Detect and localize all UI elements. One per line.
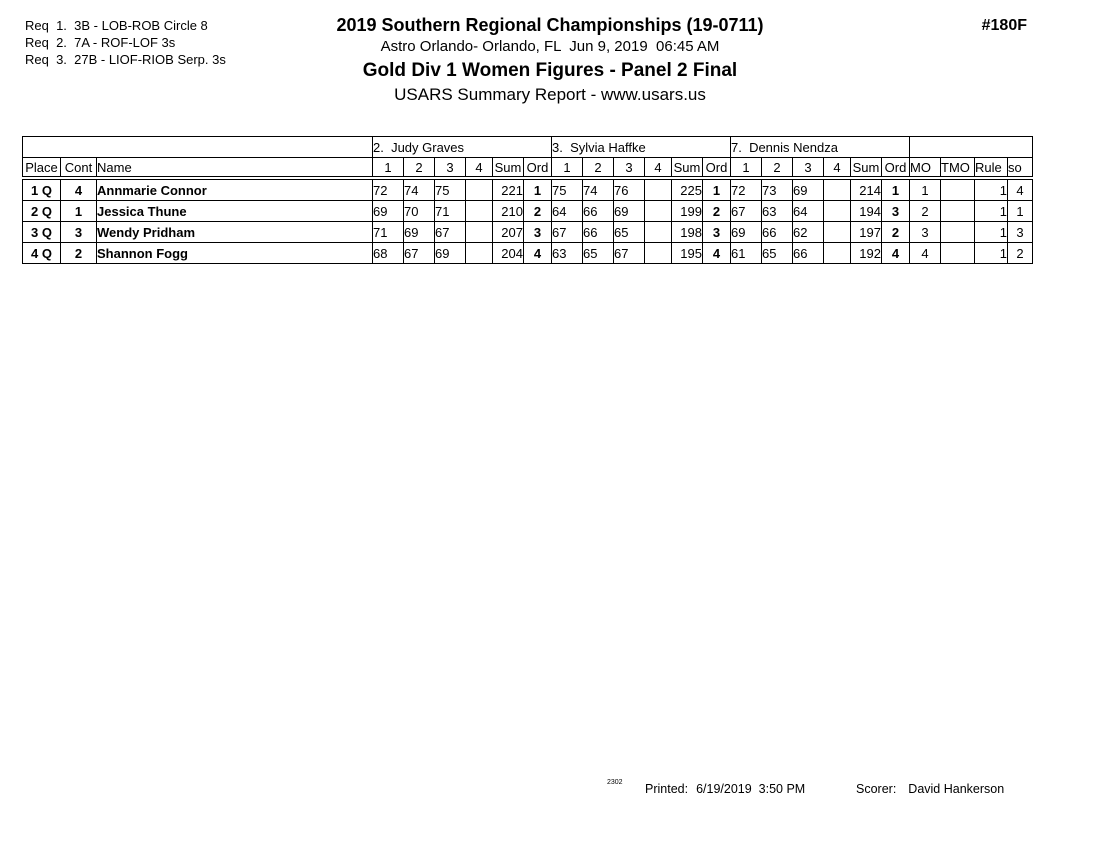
sum-cell: 214 (851, 178, 882, 201)
score-cell (645, 201, 672, 222)
col-header-sum: Sum (493, 158, 524, 179)
so-cell: 1 (1008, 201, 1033, 222)
rule-cell: 1 (975, 243, 1008, 264)
score-cell: 66 (762, 222, 793, 243)
col-header-score4: 4 (824, 158, 851, 179)
score-cell: 75 (435, 178, 466, 201)
place-cell: 3 Q (23, 222, 61, 243)
score-cell: 72 (373, 178, 404, 201)
score-cell (645, 222, 672, 243)
ord-cell: 3 (703, 222, 731, 243)
score-cell: 64 (793, 201, 824, 222)
judges-row (23, 137, 1033, 158)
score-cell: 71 (435, 201, 466, 222)
score-cell: 69 (373, 201, 404, 222)
scorer-label: Scorer: (856, 782, 897, 796)
so-cell: 4 (1008, 178, 1033, 201)
score-cell: 76 (614, 178, 645, 201)
score-cell: 65 (614, 222, 645, 243)
col-header-name: Name (97, 158, 373, 179)
score-cell: 74 (583, 178, 614, 201)
score-cell: 65 (583, 243, 614, 264)
score-cell: 72 (731, 178, 762, 201)
place-cell: 2 Q (23, 201, 61, 222)
score-cell: 75 (552, 178, 583, 201)
ord-cell: 2 (703, 201, 731, 222)
event-title: Gold Div 1 Women Figures - Panel 2 Final (362, 60, 738, 81)
score-cell (824, 201, 851, 222)
col-header-score3: 3 (614, 158, 645, 179)
place-cell: 4 Q (23, 243, 61, 264)
col-header-tmo: TMO (941, 158, 975, 179)
ord-cell: 4 (703, 243, 731, 264)
col-header-score2: 2 (762, 158, 793, 179)
sum-cell: 221 (493, 178, 524, 201)
col-header-mo: MO (910, 158, 941, 179)
score-cell (466, 243, 493, 264)
col-header-score4: 4 (645, 158, 672, 179)
table-row (23, 201, 1033, 222)
score-cell: 73 (762, 178, 793, 201)
printed-timestamp: 6/19/2019 3:50 PM (696, 782, 806, 796)
col-header-ord: Ord (882, 158, 910, 179)
tmo-cell (941, 178, 975, 201)
col-header-ord: Ord (524, 158, 552, 179)
skater-name-cell: Shannon Fogg (97, 243, 373, 264)
so-cell: 2 (1008, 243, 1033, 264)
rule-cell: 1 (975, 201, 1008, 222)
ord-cell: 2 (882, 222, 910, 243)
score-cell (645, 243, 672, 264)
place-cell: 1 Q (23, 178, 61, 201)
scorer-name: David Hankerson (908, 782, 1005, 796)
col-header-score1: 1 (373, 158, 404, 179)
sum-cell: 210 (493, 201, 524, 222)
score-cell: 67 (614, 243, 645, 264)
score-cell (466, 222, 493, 243)
judge-header-cell: 7. Dennis Nendza (731, 137, 910, 158)
ord-cell: 3 (882, 201, 910, 222)
col-header-sum: Sum (851, 158, 882, 179)
mo-cell: 4 (910, 243, 941, 264)
skater-name-cell: Jessica Thune (97, 201, 373, 222)
col-header-score3: 3 (793, 158, 824, 179)
col-header-score2: 2 (404, 158, 435, 179)
rule-cell: 1 (975, 222, 1008, 243)
ord-cell: 2 (524, 201, 552, 222)
judge-header-cell: 3. Sylvia Haffke (552, 137, 731, 158)
sum-cell: 195 (672, 243, 703, 264)
score-cell: 70 (404, 201, 435, 222)
ord-cell: 1 (882, 178, 910, 201)
col-header-score1: 1 (731, 158, 762, 179)
printed-label: Printed: (645, 782, 689, 796)
score-cell: 66 (793, 243, 824, 264)
print-code: 2302 (607, 779, 623, 786)
score-cell: 74 (404, 178, 435, 201)
mo-cell: 2 (910, 201, 941, 222)
sum-cell: 207 (493, 222, 524, 243)
score-cell: 67 (552, 222, 583, 243)
scorer-line (856, 782, 1004, 796)
score-cell: 63 (762, 201, 793, 222)
score-cell: 65 (762, 243, 793, 264)
so-cell: 3 (1008, 222, 1033, 243)
cont-cell: 2 (61, 243, 97, 264)
results-table (22, 136, 1033, 264)
judges-row-spacer-right (910, 137, 1033, 158)
score-cell: 62 (793, 222, 824, 243)
requirement-line: Req 3. 27B - LIOF-RIOB Serp. 3s (25, 52, 226, 67)
score-cell: 69 (614, 201, 645, 222)
cont-cell: 3 (61, 222, 97, 243)
report-header (0, 15, 1100, 105)
column-header-row (23, 158, 1033, 179)
ord-cell: 4 (524, 243, 552, 264)
score-cell: 67 (404, 243, 435, 264)
sum-cell: 199 (672, 201, 703, 222)
venue-date-line: Astro Orlando- Orlando, FL Jun 9, 2019 06:45 AM (380, 38, 720, 55)
score-cell: 61 (731, 243, 762, 264)
table-row (23, 178, 1033, 201)
score-cell: 67 (731, 201, 762, 222)
cont-cell: 4 (61, 178, 97, 201)
table-row (23, 222, 1033, 243)
skater-name-cell: Wendy Pridham (97, 222, 373, 243)
score-cell (645, 178, 672, 201)
report-subtitle: USARS Summary Report - www.usars.us (394, 85, 706, 104)
score-cell: 63 (552, 243, 583, 264)
col-header-rule: Rule (975, 158, 1008, 179)
requirement-line: Req 1. 3B - LOB-ROB Circle 8 (25, 18, 208, 33)
col-header-sum: Sum (672, 158, 703, 179)
tmo-cell (941, 222, 975, 243)
sum-cell: 204 (493, 243, 524, 264)
score-cell: 66 (583, 201, 614, 222)
ord-cell: 1 (524, 178, 552, 201)
score-cell (466, 201, 493, 222)
mo-cell: 1 (910, 178, 941, 201)
col-header-score2: 2 (583, 158, 614, 179)
col-header-ord: Ord (703, 158, 731, 179)
ord-cell: 4 (882, 243, 910, 264)
ord-cell: 1 (703, 178, 731, 201)
score-cell (824, 243, 851, 264)
judges-row-spacer-left (23, 137, 373, 158)
rule-cell: 1 (975, 178, 1008, 201)
sum-cell: 225 (672, 178, 703, 201)
table-row (23, 243, 1033, 264)
event-number: #180F (981, 17, 1027, 34)
score-cell: 68 (373, 243, 404, 264)
sum-cell: 197 (851, 222, 882, 243)
col-header-score1: 1 (552, 158, 583, 179)
ord-cell: 3 (524, 222, 552, 243)
col-header-score4: 4 (466, 158, 493, 179)
printed-line (645, 782, 805, 796)
score-cell: 69 (793, 178, 824, 201)
score-cell: 64 (552, 201, 583, 222)
tmo-cell (941, 243, 975, 264)
col-header-so: so (1008, 158, 1033, 179)
col-header-cont: Cont (61, 158, 97, 179)
score-cell: 69 (731, 222, 762, 243)
sum-cell: 194 (851, 201, 882, 222)
requirement-line: Req 2. 7A - ROF-LOF 3s (25, 35, 176, 50)
score-cell: 69 (404, 222, 435, 243)
score-cell (824, 222, 851, 243)
score-cell (824, 178, 851, 201)
score-cell (466, 178, 493, 201)
col-header-score3: 3 (435, 158, 466, 179)
championship-title: 2019 Southern Regional Championships (19-0711) (336, 15, 764, 35)
footer (0, 779, 1100, 799)
cont-cell: 1 (61, 201, 97, 222)
score-cell: 69 (435, 243, 466, 264)
sum-cell: 198 (672, 222, 703, 243)
tmo-cell (941, 201, 975, 222)
mo-cell: 3 (910, 222, 941, 243)
score-cell: 66 (583, 222, 614, 243)
col-header-place: Place (23, 158, 61, 179)
judge-header-cell: 2. Judy Graves (373, 137, 552, 158)
score-cell: 67 (435, 222, 466, 243)
skater-name-cell: Annmarie Connor (97, 178, 373, 201)
score-cell: 71 (373, 222, 404, 243)
sum-cell: 192 (851, 243, 882, 264)
